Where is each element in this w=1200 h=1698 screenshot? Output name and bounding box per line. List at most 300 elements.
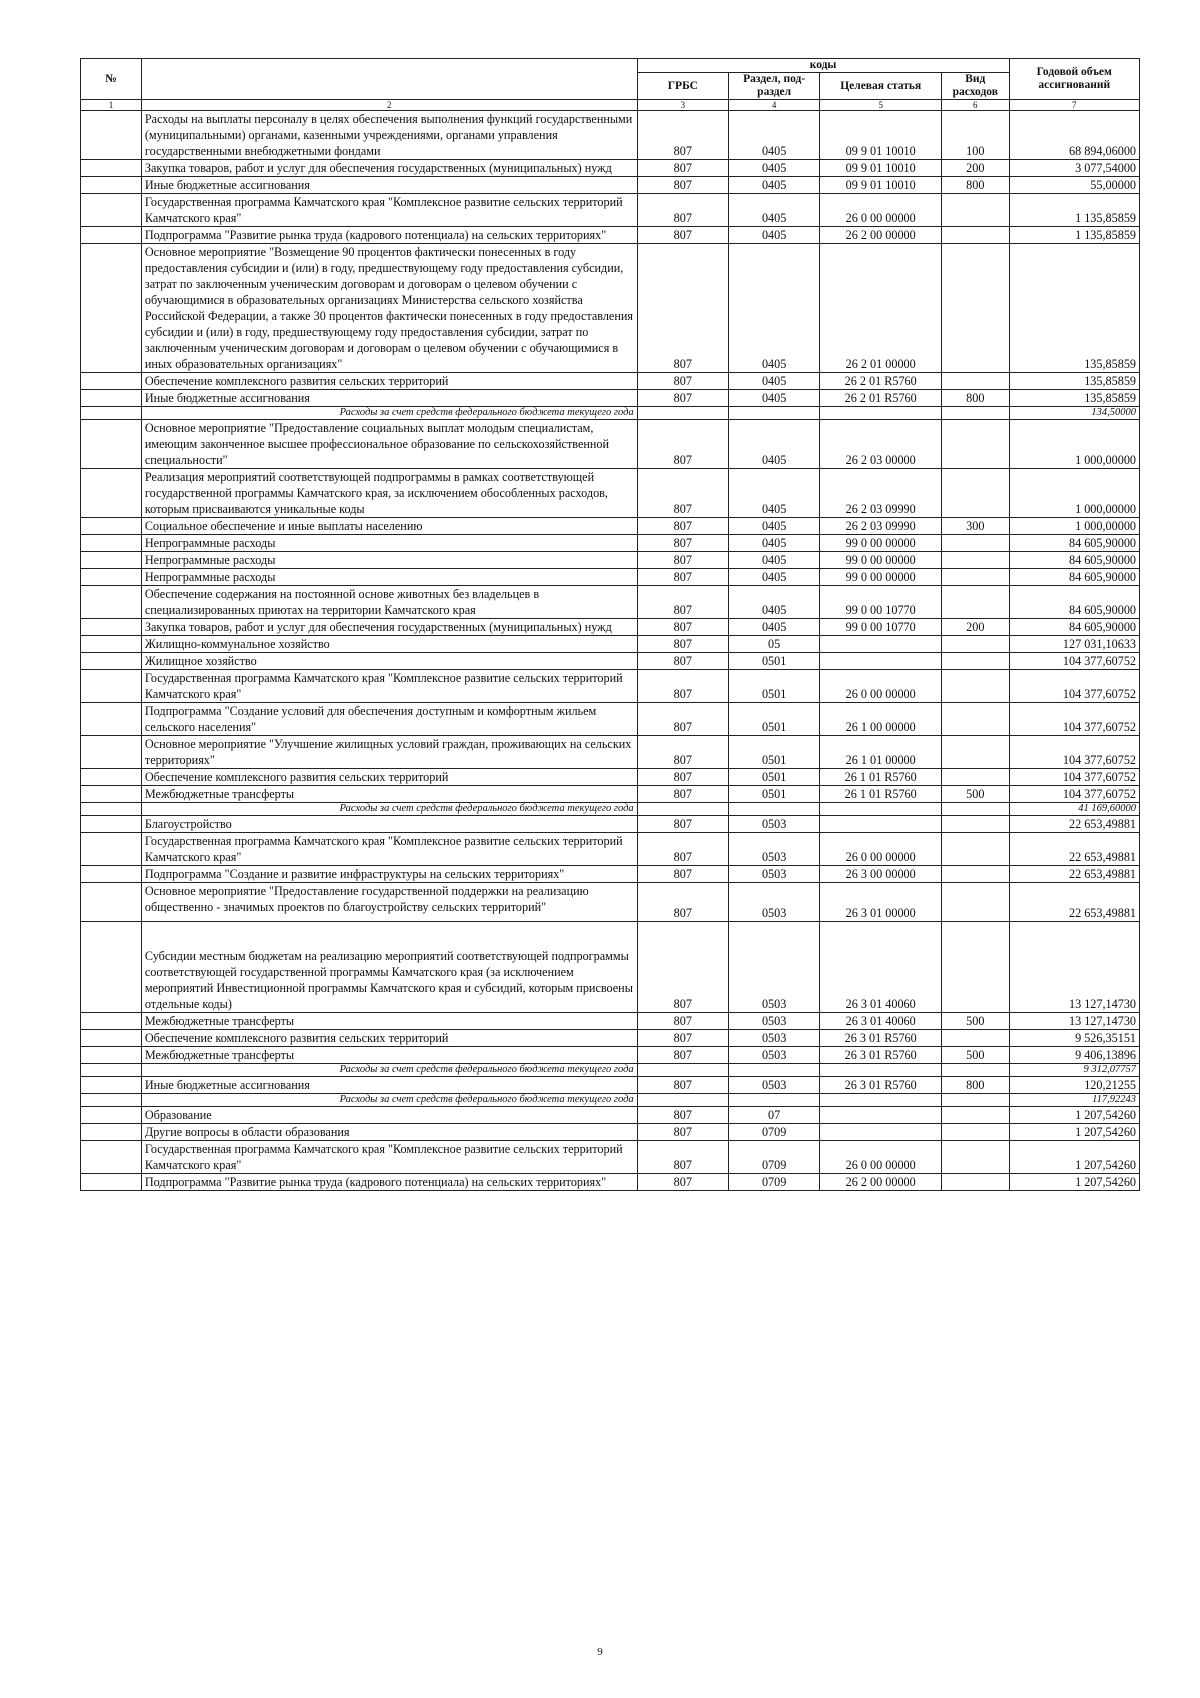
razdel-cell	[728, 407, 819, 420]
annual-amount-cell: 104 377,60752	[1009, 769, 1140, 786]
annual-amount-cell: 22 653,49881	[1009, 833, 1140, 866]
expense-name-cell: Реализация мероприятий соответствующей подпрограммы в рамках соответствующей государственной программы Камчатского края, за исключением обособленных расходов, которым присваиваются уникальные коды	[141, 469, 637, 518]
federal-note-row	[81, 407, 1140, 420]
grbs-cell: 807	[637, 227, 728, 244]
target-article-cell: 26 3 00 00000	[820, 866, 942, 883]
federal-note-row	[81, 803, 1140, 816]
expense-type-cell	[942, 1094, 1009, 1107]
row-number-cell	[81, 1094, 142, 1107]
target-article-cell: 26 1 00 00000	[820, 703, 942, 736]
razdel-cell: 0501	[728, 769, 819, 786]
grbs-cell: 807	[637, 244, 728, 373]
budget-sheet	[80, 58, 1140, 1191]
razdel-cell: 0709	[728, 1124, 819, 1141]
table-row	[81, 1124, 1140, 1141]
grbs-cell: 807	[637, 177, 728, 194]
annual-amount-cell: 1 000,00000	[1009, 518, 1140, 535]
row-number-cell	[81, 244, 142, 373]
annual-amount-cell: 135,85859	[1009, 390, 1140, 407]
annual-amount-cell: 1 207,54260	[1009, 1107, 1140, 1124]
expense-type-cell	[942, 866, 1009, 883]
target-article-cell: 09 9 01 10010	[820, 111, 942, 160]
razdel-cell: 0501	[728, 653, 819, 670]
annual-amount-cell: 3 077,54000	[1009, 160, 1140, 177]
row-number-cell	[81, 736, 142, 769]
target-article-cell	[820, 1094, 942, 1107]
row-number-cell	[81, 1077, 142, 1094]
annual-amount-cell: 1 207,54260	[1009, 1174, 1140, 1191]
grbs-cell: 807	[637, 833, 728, 866]
row-number-cell	[81, 569, 142, 586]
razdel-cell: 0503	[728, 1013, 819, 1030]
federal-note-row	[81, 1094, 1140, 1107]
expense-name-cell: Непрограммные расходы	[141, 552, 637, 569]
razdel-cell: 0501	[728, 736, 819, 769]
razdel-cell: 0405	[728, 586, 819, 619]
expense-type-cell	[942, 373, 1009, 390]
row-number-cell	[81, 1030, 142, 1047]
row-number-cell	[81, 833, 142, 866]
federal-note-row	[81, 1064, 1140, 1077]
target-article-cell: 26 0 00 00000	[820, 1141, 942, 1174]
target-article-cell	[820, 1064, 942, 1077]
razdel-cell: 07	[728, 1107, 819, 1124]
razdel-cell: 0501	[728, 703, 819, 736]
target-article-cell: 99 0 00 00000	[820, 535, 942, 552]
table-row	[81, 160, 1140, 177]
row-number-cell	[81, 1064, 142, 1077]
target-article-cell: 99 0 00 10770	[820, 586, 942, 619]
razdel-cell: 05	[728, 636, 819, 653]
table-row	[81, 1077, 1140, 1094]
razdel-cell: 0405	[728, 160, 819, 177]
annual-amount-cell: 104 377,60752	[1009, 786, 1140, 803]
razdel-cell: 0503	[728, 1030, 819, 1047]
expense-type-cell	[942, 1107, 1009, 1124]
row-number-cell	[81, 1174, 142, 1191]
row-number-cell	[81, 469, 142, 518]
expense-type-cell	[942, 420, 1009, 469]
razdel-cell: 0405	[728, 111, 819, 160]
column-number: 1	[81, 100, 142, 111]
row-number-cell	[81, 1141, 142, 1174]
row-number-cell	[81, 227, 142, 244]
row-number-cell	[81, 535, 142, 552]
expense-name-cell: Основное мероприятие "Улучшение жилищных условий граждан, проживающих на сельских территориях"	[141, 736, 637, 769]
annual-amount-cell: 1 000,00000	[1009, 420, 1140, 469]
expense-name-cell: Социальное обеспечение и иные выплаты населению	[141, 518, 637, 535]
razdel-cell	[728, 1094, 819, 1107]
annual-amount-cell: 1 207,54260	[1009, 1124, 1140, 1141]
target-article-cell: 09 9 01 10010	[820, 177, 942, 194]
expense-name-cell: Иные бюджетные ассигнования	[141, 1077, 637, 1094]
row-number-cell	[81, 866, 142, 883]
expense-name-cell: Иные бюджетные ассигнования	[141, 390, 637, 407]
row-number-cell	[81, 769, 142, 786]
row-number-cell	[81, 373, 142, 390]
grbs-cell: 807	[637, 769, 728, 786]
razdel-cell: 0405	[728, 390, 819, 407]
row-number-cell	[81, 390, 142, 407]
table-body	[81, 100, 1140, 1191]
annual-amount-cell: 104 377,60752	[1009, 653, 1140, 670]
header-codes: коды	[637, 59, 1009, 73]
target-article-cell: 26 2 01 R5760	[820, 390, 942, 407]
target-article-cell: 26 3 01 R5760	[820, 1077, 942, 1094]
expense-type-cell: 200	[942, 619, 1009, 636]
header-grbs: ГРБС	[637, 73, 728, 100]
target-article-cell: 26 3 01 R5760	[820, 1047, 942, 1064]
expense-type-cell	[942, 653, 1009, 670]
expense-name-cell: Государственная программа Камчатского края "Комплексное развитие сельских территорий Камчатского края"	[141, 670, 637, 703]
header-razdel: Раздел, под- раздел	[728, 73, 819, 100]
expense-name-cell: Расходы за счет средств федерального бюджета текущего года	[141, 1094, 637, 1107]
grbs-cell	[637, 407, 728, 420]
expense-type-cell	[942, 244, 1009, 373]
expense-type-cell	[942, 552, 1009, 569]
expense-name-cell: Подпрограмма "Развитие рынка труда (кадрового потенциала) на сельских территориях"	[141, 227, 637, 244]
row-number-cell	[81, 883, 142, 922]
annual-amount-cell: 84 605,90000	[1009, 569, 1140, 586]
table-row	[81, 636, 1140, 653]
expense-type-cell	[942, 703, 1009, 736]
target-article-cell: 26 2 03 09990	[820, 518, 942, 535]
expense-name-cell: Государственная программа Камчатского края "Комплексное развитие сельских территорий Камчатского края"	[141, 833, 637, 866]
expense-type-cell	[942, 1174, 1009, 1191]
annual-amount-cell: 68 894,06000	[1009, 111, 1140, 160]
target-article-cell	[820, 803, 942, 816]
grbs-cell: 807	[637, 518, 728, 535]
expense-type-cell	[942, 736, 1009, 769]
expense-type-cell	[942, 883, 1009, 922]
expense-name-cell: Обеспечение комплексного развития сельских территорий	[141, 1030, 637, 1047]
expense-name-cell: Непрограммные расходы	[141, 535, 637, 552]
column-numbers-row	[81, 100, 1140, 111]
header-name	[141, 59, 637, 100]
razdel-cell: 0405	[728, 552, 819, 569]
grbs-cell: 807	[637, 390, 728, 407]
grbs-cell: 807	[637, 670, 728, 703]
expense-name-cell: Подпрограмма "Создание условий для обеспечения доступным и комфортным жильем сельского населения"	[141, 703, 637, 736]
grbs-cell	[637, 803, 728, 816]
expense-name-cell: Иные бюджетные ассигнования	[141, 177, 637, 194]
table-row	[81, 244, 1140, 373]
table-row	[81, 1030, 1140, 1047]
header-annual: Годовой объем ассигнований	[1009, 59, 1140, 100]
row-number-cell	[81, 636, 142, 653]
target-article-cell: 99 0 00 00000	[820, 569, 942, 586]
expense-type-cell	[942, 769, 1009, 786]
target-article-cell: 26 0 00 00000	[820, 833, 942, 866]
expense-name-cell: Государственная программа Камчатского края "Комплексное развитие сельских территорий Камчатского края"	[141, 1141, 637, 1174]
annual-amount-cell: 13 127,14730	[1009, 922, 1140, 1013]
annual-amount-cell: 1 135,85859	[1009, 194, 1140, 227]
table-row	[81, 177, 1140, 194]
expense-type-cell: 800	[942, 1077, 1009, 1094]
target-article-cell: 26 1 01 00000	[820, 736, 942, 769]
annual-amount-cell: 22 653,49881	[1009, 866, 1140, 883]
grbs-cell: 807	[637, 653, 728, 670]
annual-amount-cell: 127 031,10633	[1009, 636, 1140, 653]
grbs-cell: 807	[637, 619, 728, 636]
header-vid: Вид расходов	[942, 73, 1009, 100]
target-article-cell	[820, 1107, 942, 1124]
expense-type-cell	[942, 569, 1009, 586]
row-number-cell	[81, 922, 142, 1013]
annual-amount-cell: 1 207,54260	[1009, 1141, 1140, 1174]
razdel-cell: 0709	[728, 1174, 819, 1191]
table-row	[81, 390, 1140, 407]
annual-amount-cell: 135,85859	[1009, 244, 1140, 373]
razdel-cell	[728, 803, 819, 816]
page-number: 9	[597, 1646, 603, 1658]
expense-name-cell: Расходы за счет средств федерального бюджета текущего года	[141, 803, 637, 816]
grbs-cell: 807	[637, 194, 728, 227]
table-row	[81, 420, 1140, 469]
annual-amount-cell: 22 653,49881	[1009, 816, 1140, 833]
annual-amount-cell: 84 605,90000	[1009, 552, 1140, 569]
table-row	[81, 1141, 1140, 1174]
table-row	[81, 1107, 1140, 1124]
expense-name-cell: Межбюджетные трансферты	[141, 1013, 637, 1030]
target-article-cell: 26 0 00 00000	[820, 670, 942, 703]
target-article-cell: 26 3 01 R5760	[820, 1030, 942, 1047]
row-number-cell	[81, 177, 142, 194]
expense-type-cell	[942, 803, 1009, 816]
annual-amount-cell: 1 000,00000	[1009, 469, 1140, 518]
razdel-cell: 0405	[728, 619, 819, 636]
target-article-cell: 26 1 01 R5760	[820, 786, 942, 803]
expense-name-cell: Расходы за счет средств федерального бюджета текущего года	[141, 1064, 637, 1077]
table-row	[81, 1174, 1140, 1191]
expense-name-cell: Другие вопросы в области образования	[141, 1124, 637, 1141]
razdel-cell: 0405	[728, 194, 819, 227]
expense-name-cell: Подпрограмма "Создание и развитие инфраструктуры на сельских территориях"	[141, 866, 637, 883]
table-row	[81, 1047, 1140, 1064]
annual-amount-cell: 22 653,49881	[1009, 883, 1140, 922]
razdel-cell: 0405	[728, 569, 819, 586]
table-row	[81, 769, 1140, 786]
annual-amount-cell: 104 377,60752	[1009, 703, 1140, 736]
row-number-cell	[81, 816, 142, 833]
expense-type-cell: 200	[942, 160, 1009, 177]
expense-type-cell	[942, 636, 1009, 653]
expense-type-cell	[942, 816, 1009, 833]
column-number: 6	[942, 100, 1009, 111]
row-number-cell	[81, 1013, 142, 1030]
grbs-cell: 807	[637, 469, 728, 518]
column-number: 3	[637, 100, 728, 111]
target-article-cell: 26 3 01 00000	[820, 883, 942, 922]
annual-amount-cell: 9 406,13896	[1009, 1047, 1140, 1064]
grbs-cell: 807	[637, 535, 728, 552]
expense-type-cell	[942, 535, 1009, 552]
target-article-cell: 26 1 01 R5760	[820, 769, 942, 786]
grbs-cell	[637, 1064, 728, 1077]
expense-type-cell: 500	[942, 786, 1009, 803]
grbs-cell: 807	[637, 586, 728, 619]
expense-name-cell: Межбюджетные трансферты	[141, 1047, 637, 1064]
table-row	[81, 552, 1140, 569]
table-row	[81, 922, 1140, 1013]
expense-name-cell: Обеспечение комплексного развития сельских территорий	[141, 769, 637, 786]
target-article-cell: 26 0 00 00000	[820, 194, 942, 227]
expense-type-cell	[942, 1064, 1009, 1077]
row-number-cell	[81, 653, 142, 670]
expense-name-cell: Основное мероприятие "Предоставление социальных выплат молодым специалистам, имеющим законченное высшее профессиональное образование по сельскохозяйственной специальности"	[141, 420, 637, 469]
grbs-cell: 807	[637, 1013, 728, 1030]
expense-type-cell: 500	[942, 1047, 1009, 1064]
budget-table	[80, 58, 1140, 1191]
row-number-cell	[81, 111, 142, 160]
expense-type-cell	[942, 833, 1009, 866]
grbs-cell: 807	[637, 816, 728, 833]
table-row	[81, 373, 1140, 390]
expense-type-cell	[942, 670, 1009, 703]
annual-amount-cell: 9 312,07757	[1009, 1064, 1140, 1077]
razdel-cell: 0405	[728, 518, 819, 535]
table-row	[81, 653, 1140, 670]
expense-type-cell	[942, 194, 1009, 227]
grbs-cell: 807	[637, 866, 728, 883]
grbs-cell: 807	[637, 1174, 728, 1191]
razdel-cell: 0405	[728, 469, 819, 518]
annual-amount-cell: 134,50000	[1009, 407, 1140, 420]
header-num: №	[81, 59, 142, 100]
expense-type-cell	[942, 586, 1009, 619]
annual-amount-cell: 135,85859	[1009, 373, 1140, 390]
row-number-cell	[81, 803, 142, 816]
expense-name-cell: Жилищно-коммунальное хозяйство	[141, 636, 637, 653]
row-number-cell	[81, 407, 142, 420]
row-number-cell	[81, 703, 142, 736]
target-article-cell	[820, 1124, 942, 1141]
header-target: Целевая статья	[820, 73, 942, 100]
row-number-cell	[81, 518, 142, 535]
expense-name-cell: Расходы на выплаты персоналу в целях обеспечения выполнения функций государственными (муниципальными) органами, казенными учреждениями, органами управления государственными внебюджетными фондами	[141, 111, 637, 160]
table-row	[81, 736, 1140, 769]
grbs-cell: 807	[637, 736, 728, 769]
expense-type-cell	[942, 1030, 1009, 1047]
expense-name-cell: Субсидии местным бюджетам на реализацию мероприятий соответствующей подпрограммы соответствующей государственной программы Камчатского края (за исключением мероприятий Инвестиционной программы Камчатского края и субсидий, которым присвоены отдельные коды)	[141, 922, 637, 1013]
column-number: 4	[728, 100, 819, 111]
grbs-cell: 807	[637, 1077, 728, 1094]
expense-name-cell: Непрограммные расходы	[141, 569, 637, 586]
grbs-cell: 807	[637, 1047, 728, 1064]
target-article-cell: 26 3 01 40060	[820, 922, 942, 1013]
table-row	[81, 111, 1140, 160]
grbs-cell: 807	[637, 420, 728, 469]
table-row	[81, 866, 1140, 883]
razdel-cell: 0405	[728, 177, 819, 194]
table-row	[81, 619, 1140, 636]
razdel-cell: 0503	[728, 1077, 819, 1094]
grbs-cell: 807	[637, 569, 728, 586]
table-row	[81, 569, 1140, 586]
column-number: 5	[820, 100, 942, 111]
razdel-cell: 0501	[728, 786, 819, 803]
grbs-cell: 807	[637, 703, 728, 736]
target-article-cell: 26 3 01 40060	[820, 1013, 942, 1030]
razdel-cell: 0503	[728, 866, 819, 883]
razdel-cell: 0503	[728, 833, 819, 866]
row-number-cell	[81, 194, 142, 227]
target-article-cell: 26 2 01 00000	[820, 244, 942, 373]
expense-name-cell: Основное мероприятие "Возмещение 90 процентов фактически понесенных в году предоставления субсидии и (или) в году, предшествующему году предоставления субсидии, затрат по заключенным ученическим договорам и договорам о целевом обучении с обучающимися в образовательных организациях Министерства сельского хозяйства Российской Федерации, а также 30 процентов фактически понесенных в году предоставления субсидии и (или) в году, предшествующему году предоставления субсидии, затрат по заключенным ученическим договорам и договорам о целевом обучении с обучающимися в иных образовательных организациях"	[141, 244, 637, 373]
table-row	[81, 535, 1140, 552]
expense-type-cell: 300	[942, 518, 1009, 535]
razdel-cell: 0709	[728, 1141, 819, 1174]
target-article-cell: 99 0 00 00000	[820, 552, 942, 569]
expense-name-cell: Жилищное хозяйство	[141, 653, 637, 670]
grbs-cell: 807	[637, 883, 728, 922]
expense-type-cell	[942, 1141, 1009, 1174]
grbs-cell: 807	[637, 1030, 728, 1047]
expense-name-cell: Подпрограмма "Развитие рынка труда (кадрового потенциала) на сельских территориях"	[141, 1174, 637, 1191]
razdel-cell: 0405	[728, 420, 819, 469]
razdel-cell: 0405	[728, 227, 819, 244]
row-number-cell	[81, 552, 142, 569]
row-number-cell	[81, 420, 142, 469]
row-number-cell	[81, 1107, 142, 1124]
row-number-cell	[81, 786, 142, 803]
table-row	[81, 883, 1140, 922]
column-number: 2	[141, 100, 637, 111]
expense-type-cell	[942, 1124, 1009, 1141]
table-row	[81, 703, 1140, 736]
expense-type-cell	[942, 922, 1009, 1013]
expense-type-cell	[942, 407, 1009, 420]
annual-amount-cell: 41 169,60000	[1009, 803, 1140, 816]
row-number-cell	[81, 670, 142, 703]
razdel-cell: 0503	[728, 883, 819, 922]
expense-name-cell: Межбюджетные трансферты	[141, 786, 637, 803]
target-article-cell: 26 2 01 R5760	[820, 373, 942, 390]
grbs-cell: 807	[637, 373, 728, 390]
annual-amount-cell: 13 127,14730	[1009, 1013, 1140, 1030]
row-number-cell	[81, 586, 142, 619]
razdel-cell	[728, 1064, 819, 1077]
razdel-cell: 0503	[728, 816, 819, 833]
table-row	[81, 586, 1140, 619]
annual-amount-cell: 120,21255	[1009, 1077, 1140, 1094]
grbs-cell: 807	[637, 552, 728, 569]
column-number: 7	[1009, 100, 1140, 111]
expense-name-cell: Обеспечение комплексного развития сельских территорий	[141, 373, 637, 390]
razdel-cell: 0501	[728, 670, 819, 703]
target-article-cell: 09 9 01 10010	[820, 160, 942, 177]
table-row	[81, 1013, 1140, 1030]
annual-amount-cell: 117,92243	[1009, 1094, 1140, 1107]
expense-type-cell: 800	[942, 390, 1009, 407]
annual-amount-cell: 84 605,90000	[1009, 535, 1140, 552]
table-row	[81, 469, 1140, 518]
table-row	[81, 518, 1140, 535]
target-article-cell: 26 2 03 09990	[820, 469, 942, 518]
grbs-cell: 807	[637, 1141, 728, 1174]
grbs-cell: 807	[637, 111, 728, 160]
expense-type-cell: 100	[942, 111, 1009, 160]
table-row	[81, 194, 1140, 227]
razdel-cell: 0503	[728, 922, 819, 1013]
expense-name-cell: Основное мероприятие "Предоставление государственной поддержки на реализацию общественно - значимых проектов по благоустройству сельских территорий"	[141, 883, 637, 922]
target-article-cell: 99 0 00 10770	[820, 619, 942, 636]
target-article-cell	[820, 816, 942, 833]
table-row	[81, 227, 1140, 244]
row-number-cell	[81, 160, 142, 177]
target-article-cell	[820, 407, 942, 420]
grbs-cell: 807	[637, 922, 728, 1013]
